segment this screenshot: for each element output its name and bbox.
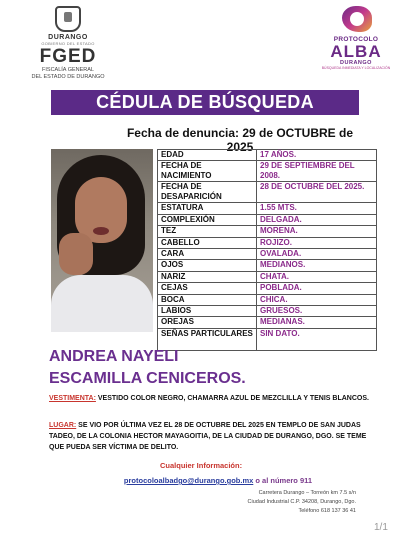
detail-label: EDAD <box>158 150 257 161</box>
durango-crest-icon <box>55 6 81 32</box>
logo-line1: FISCALÍA GENERAL <box>42 67 94 73</box>
alba-emblem-icon <box>336 6 376 34</box>
address-line2: Ciudad Industrial C.P. 34208, Durango, Dgo. <box>247 499 356 505</box>
detail-label: NARIZ <box>158 271 257 282</box>
detail-value: DELGADA. <box>257 214 377 225</box>
address-line3: Teléfono 618 137 36 41 <box>298 508 356 514</box>
info-title: Cualquier Información: <box>160 461 243 470</box>
detail-row <box>158 248 377 259</box>
detail-row <box>158 271 377 282</box>
alba-line1: PROTOCOLO <box>333 36 379 43</box>
logo-state: DURANGO <box>48 34 88 41</box>
last-seen-label: LUGAR: <box>49 422 77 429</box>
clothing-text: VESTIDO COLOR NEGRO, CHAMARRA AZUL DE MEZCLILLA Y TENIS BLANCOS. <box>95 395 369 402</box>
missing-person-photo <box>51 149 153 332</box>
detail-label: SEÑAS PARTICULARES <box>158 328 257 350</box>
detail-row <box>158 317 377 328</box>
page-indicator: 1/1 <box>374 522 388 533</box>
detail-value: OVALADA. <box>257 248 377 259</box>
detail-value: CHICA. <box>257 294 377 305</box>
detail-row <box>158 203 377 214</box>
contact-or: o al número <box>253 476 300 485</box>
detail-label: CABELLO <box>158 237 257 248</box>
detail-value: 29 DE SEPTIEMBRE DEL 2008. <box>257 161 377 182</box>
detail-label: CEJAS <box>158 283 257 294</box>
detail-label: CARA <box>158 248 257 259</box>
detail-row <box>158 283 377 294</box>
detail-row <box>158 294 377 305</box>
alba-line4: BÚSQUEDA INMEDIATA Y LOCALIZACIÓN <box>321 66 391 70</box>
address-line1: Carretera Durango – Torreón km 7.5 s/n <box>258 490 356 496</box>
detail-label: BOCA <box>158 294 257 305</box>
logo-acronym: FGED <box>39 46 97 67</box>
detail-value: 17 AÑOS. <box>257 150 377 161</box>
person-name-line2: ESCAMILLA CENICEROS. <box>49 370 246 387</box>
detail-row <box>158 226 377 237</box>
detail-label: FECHA DE DESAPARICIÓN <box>158 182 257 203</box>
detail-row <box>158 237 377 248</box>
detail-value: CHATA. <box>257 271 377 282</box>
alba-line3: DURANGO <box>340 60 372 66</box>
detail-row <box>158 150 377 161</box>
detail-value: ROJIZO. <box>257 237 377 248</box>
protocolo-alba-logo <box>318 6 394 80</box>
detail-value: MORENA. <box>257 226 377 237</box>
detail-value: 1.55 MTS. <box>257 203 377 214</box>
detail-label: LABIOS <box>158 305 257 316</box>
contact-number: 911 <box>299 476 313 485</box>
last-seen-description <box>49 420 381 453</box>
detail-value: GRUESOS. <box>257 305 377 316</box>
detail-value: POBLADA. <box>257 283 377 294</box>
last-seen-text: SE VIO POR ÚLTIMA VEZ EL 28 DE OCTUBRE DEL 2025 EN TEMPLO DE SAN JUDAS TADEO, DE LA COLONIA HECTOR MAYAGOITIA, DE LA CIUDAD DE DURANGO, DGO. SE TEME QUE PUEDA SER VÍCTIMA DE DELITO. <box>49 422 367 451</box>
detail-value: MEDIANOS. <box>257 260 377 271</box>
contact-email-link[interactable]: protocoloalbadgo@durango.gob.mx <box>123 476 254 485</box>
detail-row <box>158 182 377 203</box>
details-table <box>157 149 377 351</box>
page-title-banner: CÉDULA DE BÚSQUEDA <box>51 90 359 115</box>
address-block <box>200 489 356 516</box>
alba-line2: ALBA <box>330 42 382 61</box>
clothing-label: VESTIMENTA: <box>49 395 96 402</box>
logo-state-sub: GOBIERNO DEL ESTADO <box>41 41 95 46</box>
person-name-line1: ANDREA NAYELI <box>49 348 179 365</box>
report-date: Fecha de denuncia: 29 de OCTUBRE de 2025 <box>126 126 354 154</box>
detail-value: 28 DE OCTUBRE DEL 2025. <box>257 182 377 203</box>
detail-label: OREJAS <box>158 317 257 328</box>
detail-value: MEDIANAS. <box>257 317 377 328</box>
detail-label: COMPLEXIÓN <box>158 214 257 225</box>
clothing-description <box>49 394 379 404</box>
detail-label: TEZ <box>158 226 257 237</box>
detail-row <box>158 305 377 316</box>
detail-label: OJOS <box>158 260 257 271</box>
person-name <box>49 346 246 390</box>
detail-row <box>158 260 377 271</box>
logo-line2: DEL ESTADO DE DURANGO <box>31 73 105 80</box>
contact-line <box>108 476 328 485</box>
fged-logo <box>18 6 118 80</box>
detail-label: FECHA DE NACIMIENTO <box>158 161 257 182</box>
detail-row <box>158 161 377 182</box>
detail-row <box>158 214 377 225</box>
detail-label: ESTATURA <box>158 203 257 214</box>
detail-value: SIN DATO. <box>257 328 377 350</box>
